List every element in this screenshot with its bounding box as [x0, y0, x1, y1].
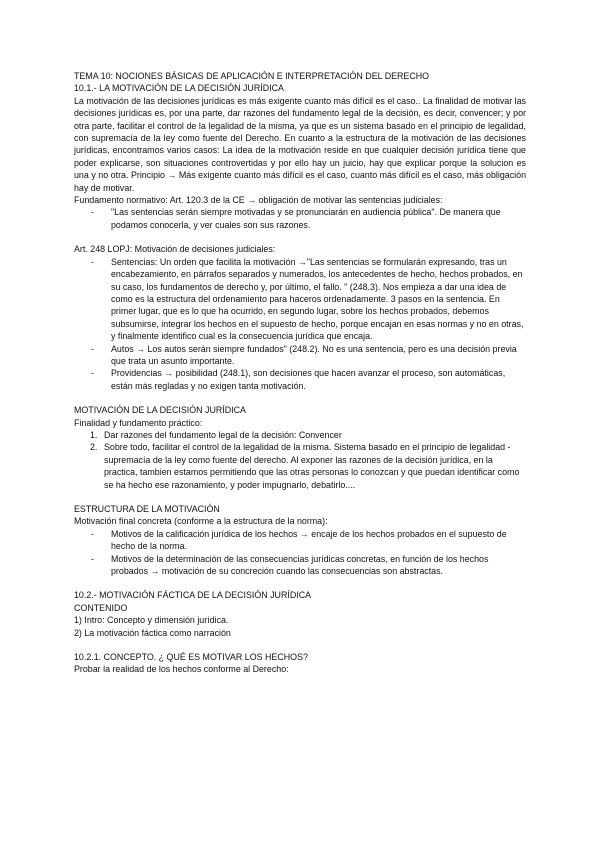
art-248-list: [74, 256, 526, 392]
motivacion-subtitle: Finalidad y fundamento práctico:: [74, 417, 203, 428]
section-10-1-paragraph: La motivación de las decisiones jurídicas es más exigente cuanto más difícil es el caso.. La finalidad de motivar las decisiones jurídicas es, por una parte, dar razones del fundamento legal de la decisión, es decir, convencer; y por otra parte, facilitar el control de la legalidad de la misma, ya que es un sistema basado en el principio de legalidad, con supremacía de la ley como fuente del Derecho. En cuanto a la estructura de la motivación de las decisiones jurídicas, encontramos varios casos: La idea de la motivación reside en que cualquier decisión jurídica tiene que poder explicarse, son situaciones controvertidas y por ello hay un juicio, hay que explicar porque la solucion es una y no otra. Principio → Más exigente cuanto más difícil es el caso, cuanto más difícil es el caso, más obligación hay de motivar.: [74, 95, 526, 193]
fundamento-list: [74, 206, 526, 231]
list-item: [74, 429, 526, 441]
contenido-item: 1) Intro: Concepto y dimensión jurídica.: [74, 615, 229, 626]
contenido-heading: CONTENIDO: [74, 602, 128, 613]
motivacion-list: [74, 429, 526, 491]
section-10-2-1-text: Probar la realidad de los hechos conforme al Derecho:: [74, 664, 289, 675]
estructura-list: [74, 528, 526, 578]
motivacion-title: MOTIVACIÓN DE LA DECISIÓN JURÍDICA: [74, 405, 246, 416]
list-item: - "Las sentencias serán siempre motivadas y se pronunciarán en audiencia pública". De manera que podamos conocerla, y ver cuales son sus razones.: [74, 206, 526, 231]
list-number: 2.: [90, 442, 98, 453]
list-item: - Motivos de la determinación de las consecuencias jurídicas concretas, en función de los hechos probados → motivación de su concreción cuando las consecuencias son abstractas.: [74, 553, 526, 578]
section-10-2-1-title: 10.2.1. CONCEPTO. ¿ QUÉ ES MOTIVAR LOS HECHOS?: [74, 652, 308, 663]
list-text: Sobre todo, facilitar el control de la legalidad de la misma. Sistema basado en el principio de legalidad - supremacía de la ley como fuente del derecho. Al exponer las razones de la decisión jurídica, en la practica, tambien estamos permitiendo que las otras personas lo conozcan y que puedan identificar como se ha hecho ese razonamiento, y poder impugnarlo, debatirlo....: [104, 442, 520, 490]
estructura-title: ESTRUCTURA DE LA MOTIVACIÓN: [74, 504, 220, 514]
section-10-1-title: 10.1.- LA MOTIVACIÓN DE LA DECISIÓN JURÍDICA: [74, 83, 284, 94]
contenido-item: 2) La motivación fáctica como narración: [74, 627, 231, 638]
list-item: [74, 441, 526, 491]
list-item: - Motivos de la calificación jurídica de los hechos → encaje de los hechos probados en el supuesto de hecho de la norma.: [74, 528, 526, 553]
tema-title: TEMA 10: NOCIONES BÁSICAS DE APLICACIÓN E INTERPRETACIÓN DEL DERECHO: [74, 71, 430, 81]
list-number: 1.: [90, 429, 98, 440]
list-item: - Sentencias: Un orden que facilita la motivación →"Las sentencias se formularán expresando, tras un encabezamiento, en párrafos separados y numerados, los antecedentes de hecho, hechos probados, en su caso, los fundamentos de derecho y, por último, el fallo. " (248.3). Nos empieza a dar una idea de como es la estructura del ordenamiento para haceros ordenadamente. 3 pasos en la sentencia. En primer lugar, que es lo que ha ocurrido, en segundo lugar, sobre los hechos probados, debemos subsumirse, integrar los hechos en el supuesto de hecho, porque encajan en esas normas y no en otras, y finalmente identifico cual es la consecuencia jurídica que encaja.: [74, 256, 526, 343]
fundamento-normativo: Fundamento normativo: Art. 120.3 de la CE → obligación de motivar las sentencias judiciales:: [74, 195, 443, 206]
list-text: Dar razones del fundamento legal de la decisión: Convencer: [104, 429, 342, 440]
list-item: - Providencias → posibilidad (248.1), son decisiones que hacen avanzar el proceso, son automáticas, están más regladas y no exigen tanta motivación.: [74, 367, 526, 392]
estructura-subtitle: Motivación final concreta (conforme a la estructura de la norma):: [74, 516, 328, 527]
art-248-heading: Art. 248 LOPJ: Motivación de decisiones judiciales:: [74, 244, 276, 255]
section-10-2-title: 10.2.- MOTIVACIÓN FÁCTICA DE LA DECISIÓN JURÍDICA: [74, 590, 312, 601]
list-item: - Autos → Los autos serán siempre fundados" (248.2). No es una sentencia, pero es una decisión previa que trata un asunto importante.: [74, 343, 526, 368]
